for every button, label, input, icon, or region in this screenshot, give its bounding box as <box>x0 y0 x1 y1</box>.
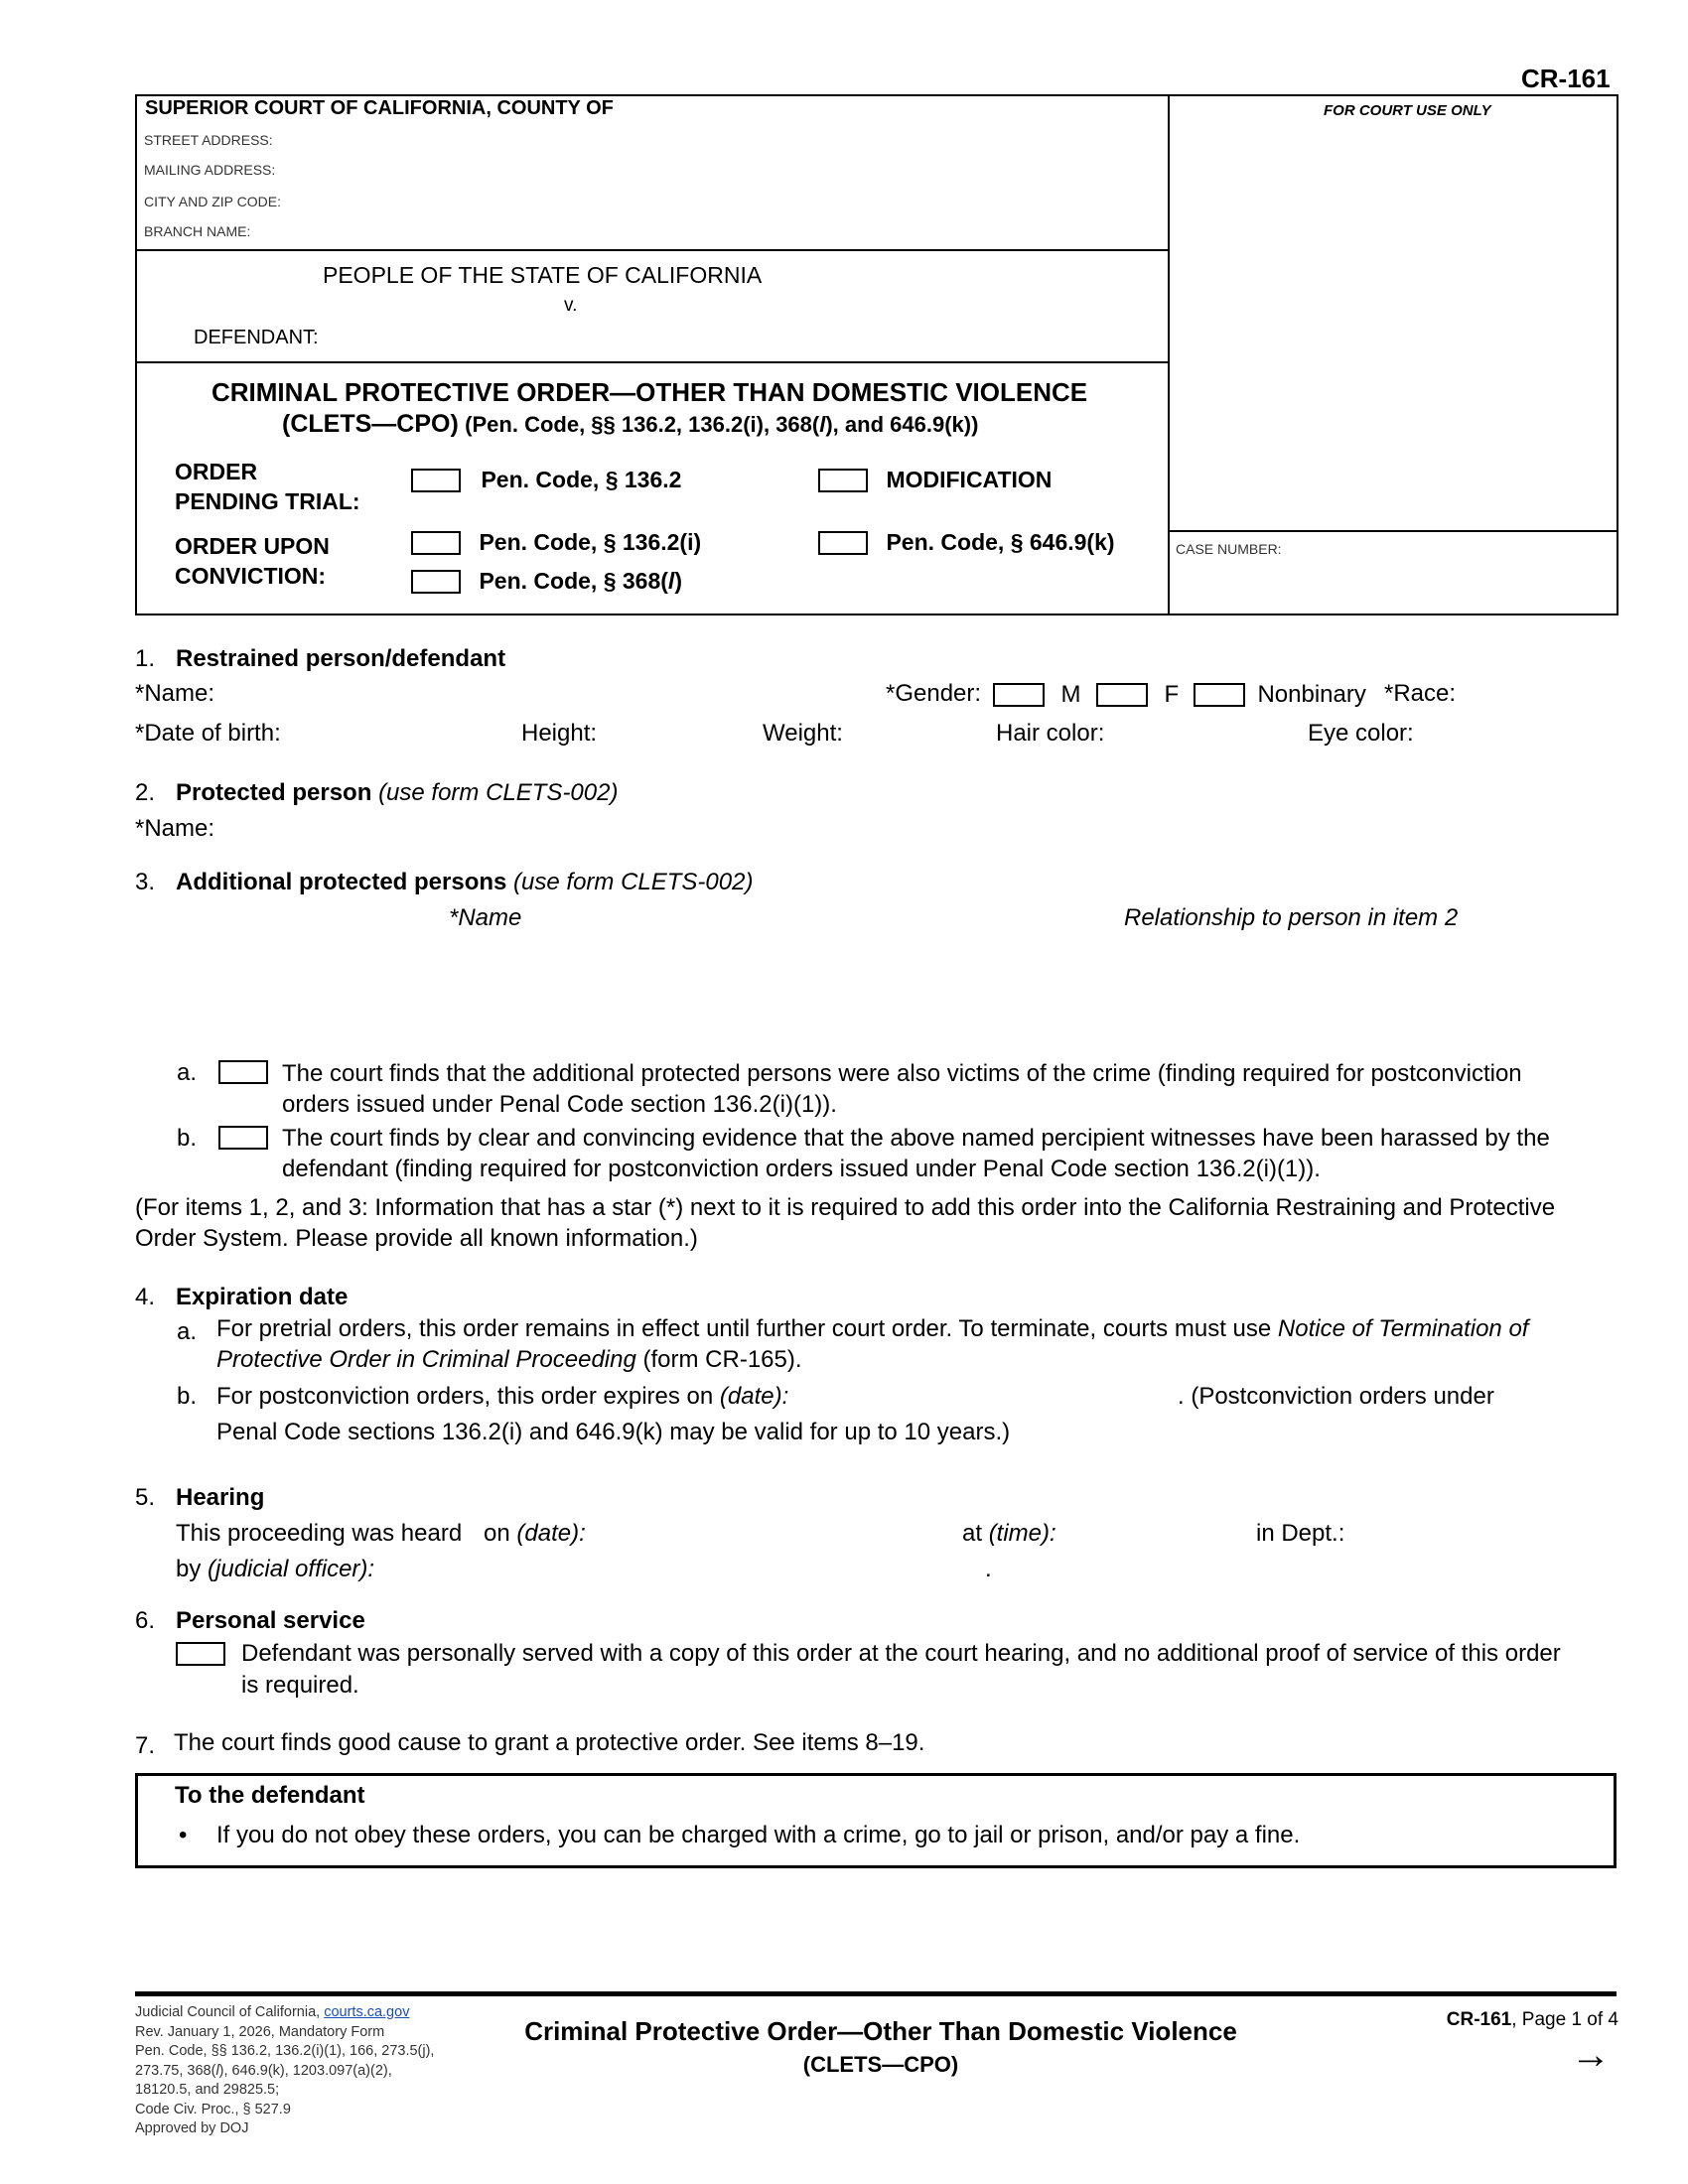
conviction-646-9k-option[interactable] <box>818 529 1115 556</box>
title-codes: (Pen. Code, §§ 136.2, 136.2(i), 368(l), and 646.9(k)) <box>465 412 979 437</box>
item1-number: 1. <box>135 645 156 672</box>
item1-gender-label: *Gender: <box>886 680 982 707</box>
conviction-136-2i-checkbox[interactable] <box>411 531 461 555</box>
item3b-checkbox[interactable] <box>218 1126 268 1150</box>
conviction-136-2i-label: Pen. Code, § 136.2(i) <box>479 529 702 555</box>
item6-number: 6. <box>135 1607 156 1634</box>
conviction-136-2i-option[interactable] <box>411 529 701 556</box>
conviction-368-checkbox[interactable] <box>411 570 461 594</box>
pending-136-2-checkbox[interactable] <box>411 469 461 492</box>
caption-left-border <box>135 94 137 615</box>
item3a-checkbox[interactable] <box>218 1060 268 1084</box>
item4a-text: For pretrial orders, this order remains in effect until further court order. To terminate, courts must use Notice of Termination of Protective Order in Criminal Proceeding (form CR-165). <box>216 1315 1529 1373</box>
item3a-label: a. <box>177 1059 198 1086</box>
item3-number: 3. <box>135 869 156 895</box>
footer-page-number: CR-161, Page 1 of 4 <box>1446 2009 1618 2030</box>
pending-136-2-option[interactable] <box>411 467 681 493</box>
item5-heading: Hearing <box>176 1484 265 1511</box>
city-zip-label: CITY AND ZIP CODE: <box>144 194 281 209</box>
form-id: CR-161 <box>1521 64 1611 93</box>
item5-dept-label: in Dept.: <box>1256 1520 1345 1547</box>
court-use-label: FOR COURT USE ONLY <box>1324 102 1491 119</box>
item4-heading: Expiration date <box>176 1284 349 1310</box>
item4b-line2: Penal Code sections 136.2(i) and 646.9(k) may be valid for up to 10 years.) <box>216 1419 1011 1445</box>
conviction-368-option[interactable] <box>411 568 682 595</box>
footer-rule <box>135 1991 1617 1996</box>
form-title-line1: CRIMINAL PROTECTIVE ORDER—OTHER THAN DOMESTIC VIOLENCE <box>211 377 1088 407</box>
item4a-label: a. <box>177 1318 198 1345</box>
conviction-368-label: Pen. Code, § 368(l) <box>479 568 682 594</box>
item5-officer-label: by (judicial officer): <box>176 1556 375 1582</box>
modification-label: MODIFICATION <box>886 467 1053 492</box>
items-1-3-info-note: (For items 1, 2, and 3: Information that has a star (*) next to it is required to add this order into the California Restraining and Protective Order System. Please provide all known information.) <box>135 1194 1556 1252</box>
caption-divider-parties <box>135 361 1170 363</box>
defendant-label: DEFENDANT: <box>194 327 319 348</box>
caption-right-border <box>1617 94 1618 615</box>
versus-label: v. <box>564 295 578 316</box>
item7-text: The court finds good cause to grant a protective order. See items 8–19. <box>174 1729 925 1756</box>
case-number-label: CASE NUMBER: <box>1176 541 1282 557</box>
order-conviction-label: ORDER UPON CONVICTION: <box>175 533 330 589</box>
gender-f-checkbox[interactable] <box>1096 683 1148 707</box>
item1-dob-label: *Date of birth: <box>135 720 281 747</box>
clets-cpo-label: (CLETS—CPO) <box>282 410 459 438</box>
item6-text: Defendant was personally served with a copy of this order at the court hearing, and no additional proof of service of this order is required. <box>241 1640 1561 1699</box>
gender-nonbinary-checkbox[interactable] <box>1194 683 1245 707</box>
caption-divider-court <box>135 249 1170 251</box>
item3b-text: The court finds by clear and convincing evidence that the above named percipient witnesses have been harassed by the defendant (finding required for postconviction orders issued under Penal Code section 136.2(i)(1)). <box>282 1125 1550 1182</box>
caption-top-border <box>135 94 1618 96</box>
footer-title: Criminal Protective Order—Other Than Domestic Violence (CLETS—CPO) <box>524 2016 1237 2077</box>
conviction-646-9k-checkbox[interactable] <box>818 531 868 555</box>
court-title: SUPERIOR COURT OF CALIFORNIA, COUNTY OF <box>145 97 614 119</box>
pending-136-2-label: Pen. Code, § 136.2 <box>481 467 682 492</box>
caption-bottom-border <box>135 614 1618 615</box>
item3-heading-line: Additional protected persons (use form CLETS-002) <box>176 869 754 895</box>
item4b-text: For postconviction orders, this order expires on (date): <box>216 1383 789 1410</box>
item5-date-label: on (date): <box>484 1520 586 1547</box>
form-title-line2 <box>282 410 978 439</box>
item7-number: 7. <box>135 1732 156 1759</box>
item1-hair-label: Hair color: <box>996 720 1105 747</box>
gender-nonbinary-option[interactable] <box>1194 681 1366 709</box>
defendant-notice-bullet: • <box>179 1822 188 1848</box>
order-pending-label: ORDER PENDING TRIAL: <box>175 459 360 514</box>
gender-nonbinary-label: Nonbinary <box>1257 681 1366 708</box>
item3a-text: The court finds that the additional protected persons were also victims of the crime (finding required for postconviction orders issued under Penal Code section 136.2(i)(1)). <box>282 1060 1522 1118</box>
item4b-label: b. <box>177 1383 198 1410</box>
gender-m-checkbox[interactable] <box>993 683 1045 707</box>
item2-heading-line: Protected person (use form CLETS-002) <box>176 779 619 806</box>
gender-m-option[interactable] <box>993 681 1080 709</box>
next-page-arrow-icon[interactable]: → <box>1571 2033 1611 2077</box>
item1-eye-label: Eye color: <box>1308 720 1414 747</box>
item4-number: 4. <box>135 1284 156 1310</box>
conviction-646-9k-label: Pen. Code, § 646.9(k) <box>886 529 1115 555</box>
gender-f-label: F <box>1164 681 1180 708</box>
street-address-label: STREET ADDRESS: <box>144 132 273 148</box>
item3b-label: b. <box>177 1125 198 1152</box>
branch-name-label: BRANCH NAME: <box>144 223 251 239</box>
courts-link[interactable]: courts.ca.gov <box>324 2004 410 2020</box>
item5-period: . <box>985 1556 992 1582</box>
modification-checkbox[interactable] <box>818 469 868 492</box>
item3-relationship-column: Relationship to person in item 2 <box>1124 904 1459 931</box>
gender-f-option[interactable] <box>1096 681 1179 709</box>
item2-name-label: *Name: <box>135 815 215 842</box>
item6-checkbox[interactable] <box>176 1642 225 1666</box>
defendant-notice-text: If you do not obey these orders, you can be charged with a crime, go to jail or prison, and/or pay a fine. <box>216 1822 1301 1848</box>
item5-number: 5. <box>135 1484 156 1511</box>
caption-divider-vertical <box>1168 94 1170 615</box>
item6-heading: Personal service <box>176 1607 365 1634</box>
item1-weight-label: Weight: <box>763 720 843 747</box>
item1-heading: Restrained person/defendant <box>176 645 506 672</box>
gender-m-label: M <box>1060 681 1081 708</box>
item3-name-column: *Name <box>449 904 522 931</box>
item5-time-label: at (time): <box>962 1520 1056 1547</box>
mailing-address-label: MAILING ADDRESS: <box>144 162 276 178</box>
item1-name-label: *Name: <box>135 680 215 707</box>
caption-divider-case <box>1168 530 1618 532</box>
item1-race-label: *Race: <box>1384 680 1457 707</box>
item4b-continued: . (Postconviction orders under <box>1178 1383 1494 1410</box>
item2-number: 2. <box>135 779 156 806</box>
item1-height-label: Height: <box>521 720 598 747</box>
people-label: PEOPLE OF THE STATE OF CALIFORNIA <box>323 262 763 288</box>
footer-citations: Judicial Council of California, courts.ca.gov Rev. January 1, 2026, Mandatory Form Pen. Code, §§ 136.2, 136.2(i)(1), 166, 273.5(j), 273.75, 368(l), 646.9(k), 1203.097(a)(2), 18120.5, and 29825.5; Code Civ. Proc., § 527.9 Approved by DOJ <box>135 2004 435 2136</box>
item5-heard-label: This proceeding was heard <box>176 1520 463 1547</box>
defendant-notice-heading: To the defendant <box>175 1782 365 1809</box>
modification-option[interactable] <box>818 467 1052 493</box>
